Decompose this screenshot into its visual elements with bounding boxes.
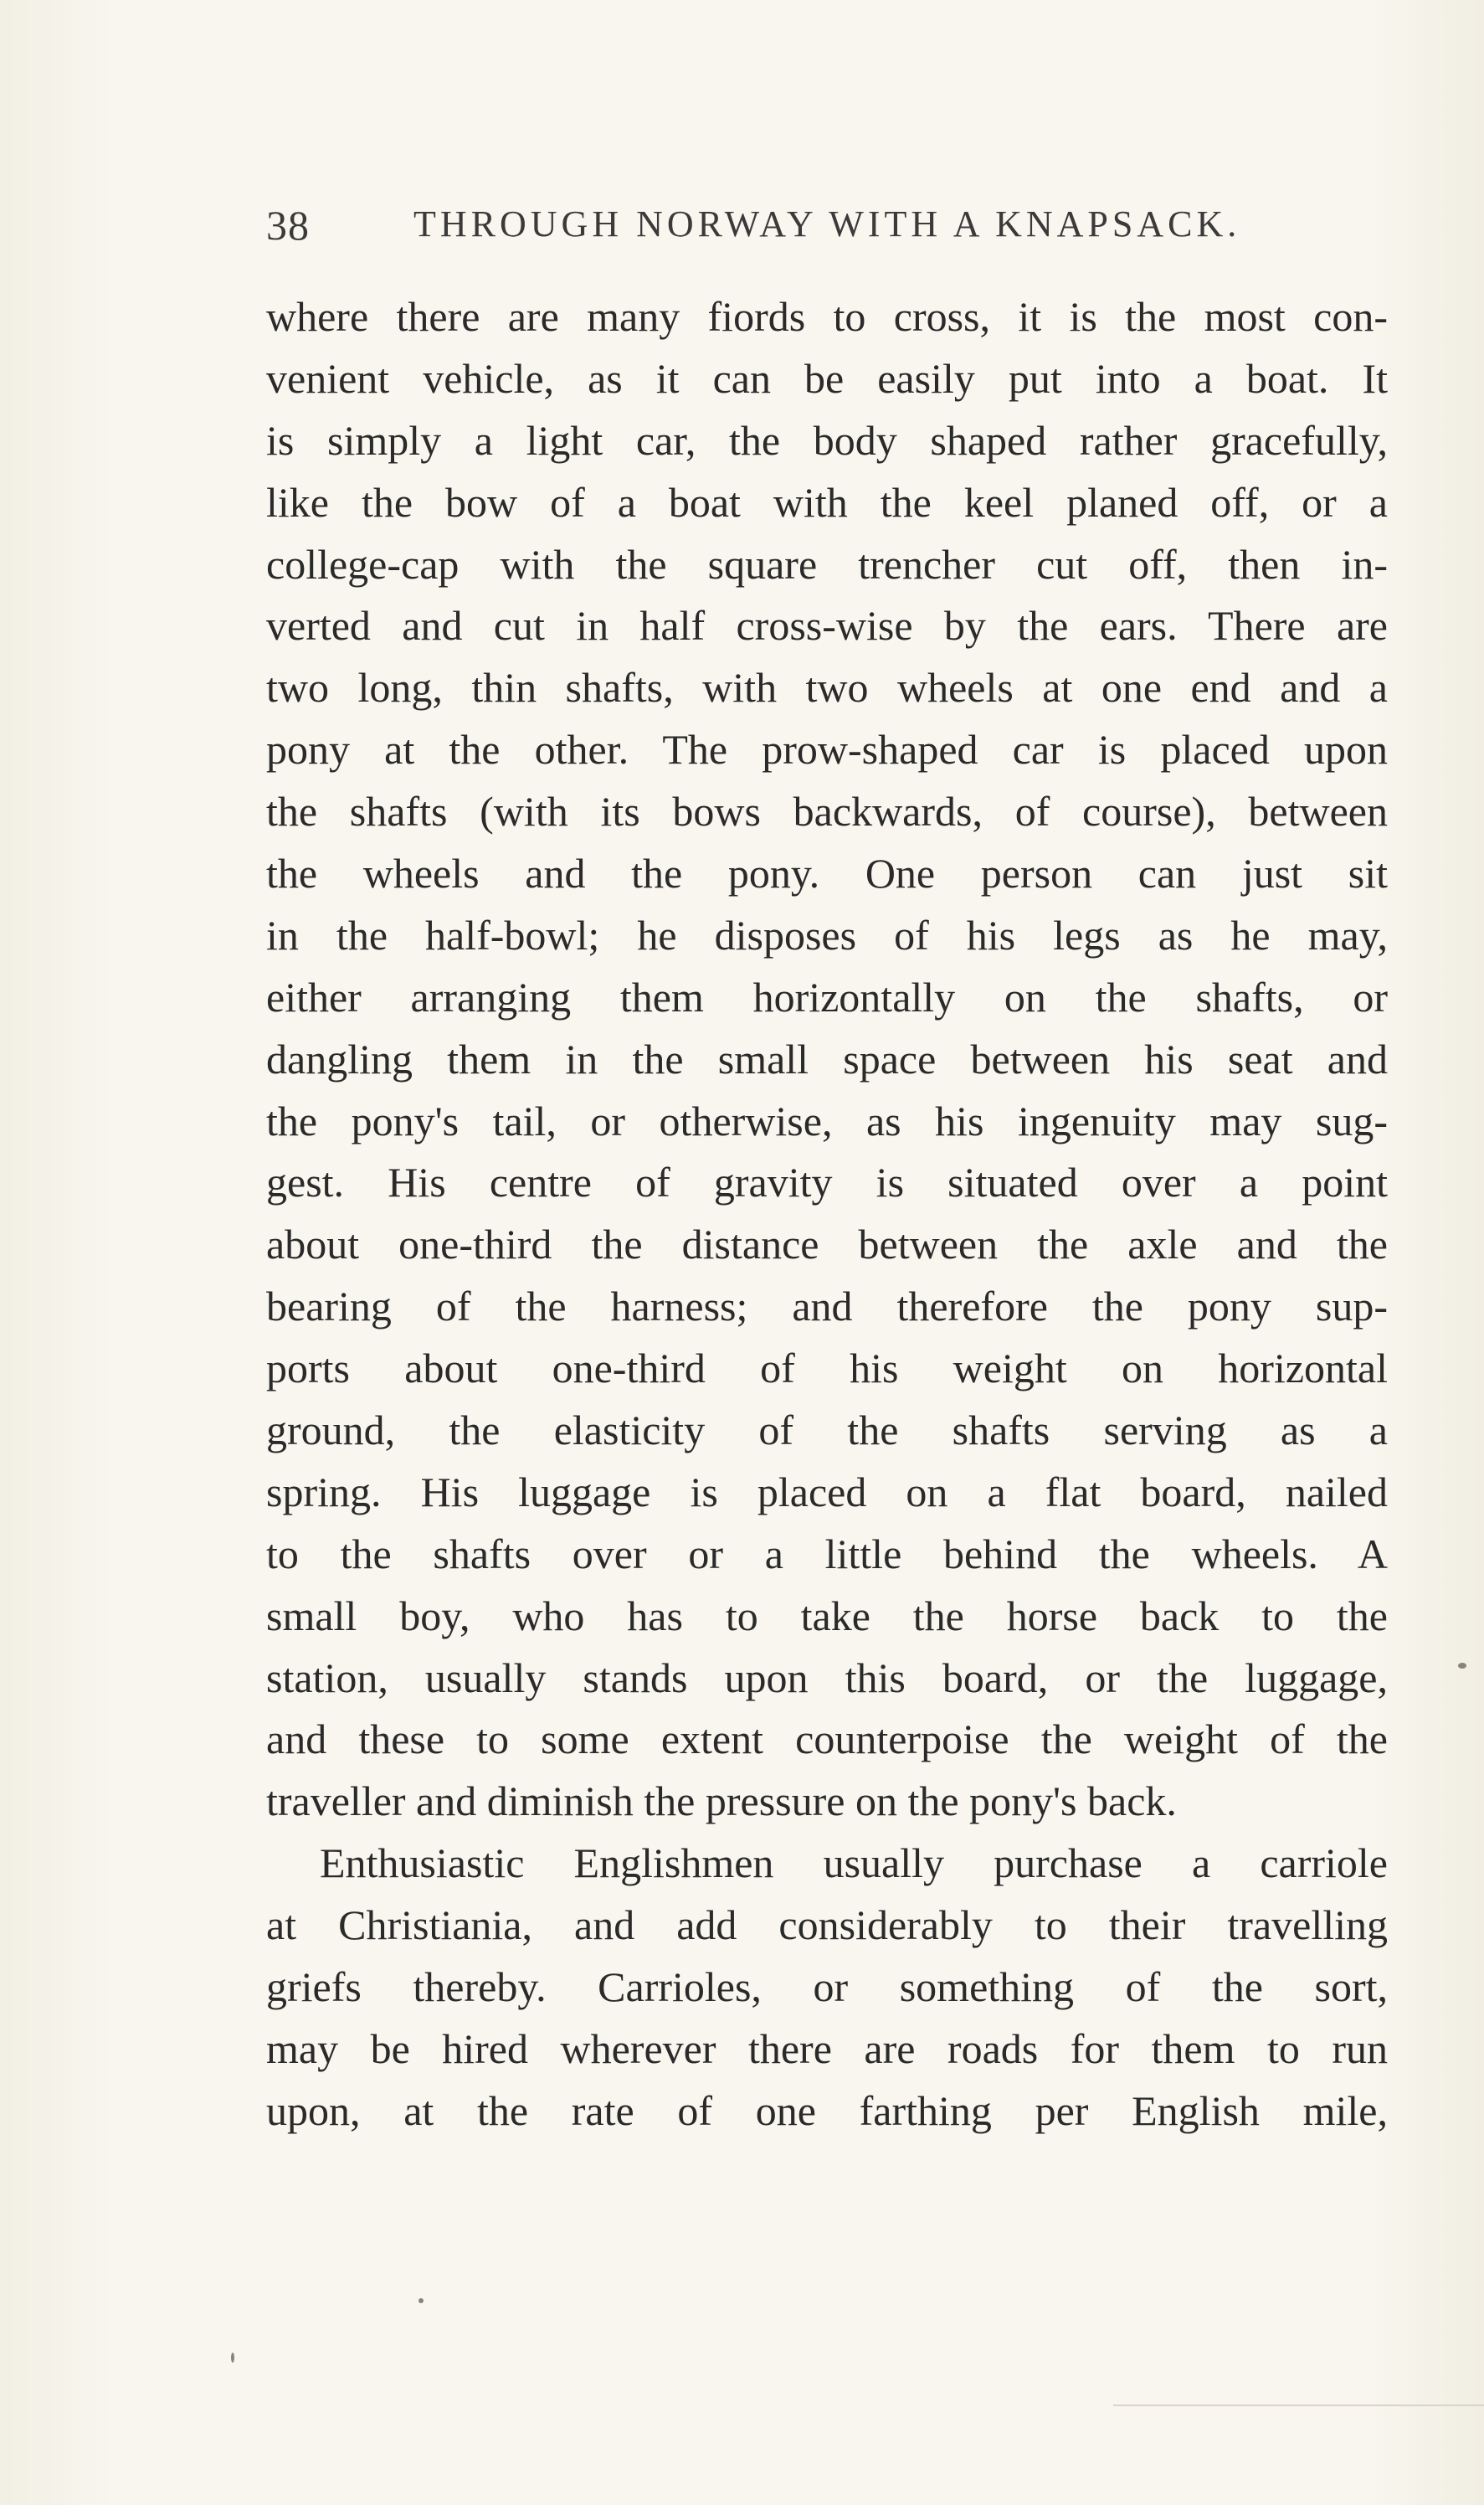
text-line: venient vehicle, as it can be easily put into a boat. It xyxy=(266,354,1388,402)
text-line: bearing of the harness; and therefore the pony sup- xyxy=(266,1283,1388,1330)
text-line: where there are many fiords to cross, it is the most con- xyxy=(266,293,1388,340)
text-line: dangling them in the small space between his seat and xyxy=(266,1035,1388,1083)
paper-speck xyxy=(231,2353,234,2363)
text-line: spring. His luggage is placed on a flat board, nailed xyxy=(266,1468,1388,1515)
text-line: two long, thin shafts, with two wheels at one end and a xyxy=(266,664,1388,712)
text-line: to the shafts over or a little behind the wheels. A xyxy=(266,1530,1388,1577)
text-line: in the half-bowl; he disposes of his legs as he may, xyxy=(266,911,1388,959)
text-line: the pony's tail, or otherwise, as his ingenuity may sug- xyxy=(266,1097,1388,1144)
text-line: about one-third the distance between the axle and the xyxy=(266,1221,1388,1268)
text-line: the shafts (with its bows backwards, of course), between xyxy=(266,788,1388,836)
text-line: traveller and diminish the pressure on the pony's back. xyxy=(266,1777,1177,1825)
text-line: upon, at the rate of one farthing per English mile, xyxy=(266,2086,1388,2134)
text-line: and these to some extent counterpoise the weight of the xyxy=(266,1715,1388,1763)
text-line: like the bow of a boat with the keel planed off, or a xyxy=(266,478,1388,526)
page-number: 38 xyxy=(266,202,310,249)
paper-speck xyxy=(1458,1663,1466,1669)
text-line: griefs thereby. Carrioles, or something of the sort, xyxy=(266,1963,1388,2011)
text-line: college-cap with the square trencher cut off, then in- xyxy=(266,540,1388,588)
text-line: small boy, who has to take the horse back to the xyxy=(266,1592,1388,1639)
text-line: at Christiania, and add considerably to their travelling xyxy=(266,1901,1388,1949)
paper-edge xyxy=(1113,2405,1484,2406)
text-line: the wheels and the pony. One person can just sit xyxy=(266,850,1388,898)
text-line: gest. His centre of gravity is situated over a point xyxy=(266,1159,1388,1206)
text-line: ground, the elasticity of the shafts serving as a xyxy=(266,1407,1388,1454)
paragraph-start-line: Enthusiastic Englishmen usually purchase a carriole xyxy=(320,1839,1388,1887)
text-line: pony at the other. The prow-shaped car is placed upon xyxy=(266,726,1388,774)
running-title: THROUGH NORWAY WITH A KNAPSACK. xyxy=(413,203,1241,244)
paper-speck xyxy=(418,2298,424,2303)
text-line: station, usually stands upon this board, or the luggage, xyxy=(266,1654,1388,1701)
page-header xyxy=(266,201,1388,260)
text-line: verted and cut in half cross-wise by the ears. There are xyxy=(266,602,1388,650)
body-text xyxy=(266,286,1388,2142)
text-line: is simply a light car, the body shaped rather gracefully, xyxy=(266,416,1388,464)
text-line: may be hired wherever there are roads for them to run xyxy=(266,2024,1388,2072)
text-line: either arranging them horizontally on the shafts, or xyxy=(266,973,1388,1021)
text-line: ports about one-third of his weight on horizontal xyxy=(266,1345,1388,1392)
